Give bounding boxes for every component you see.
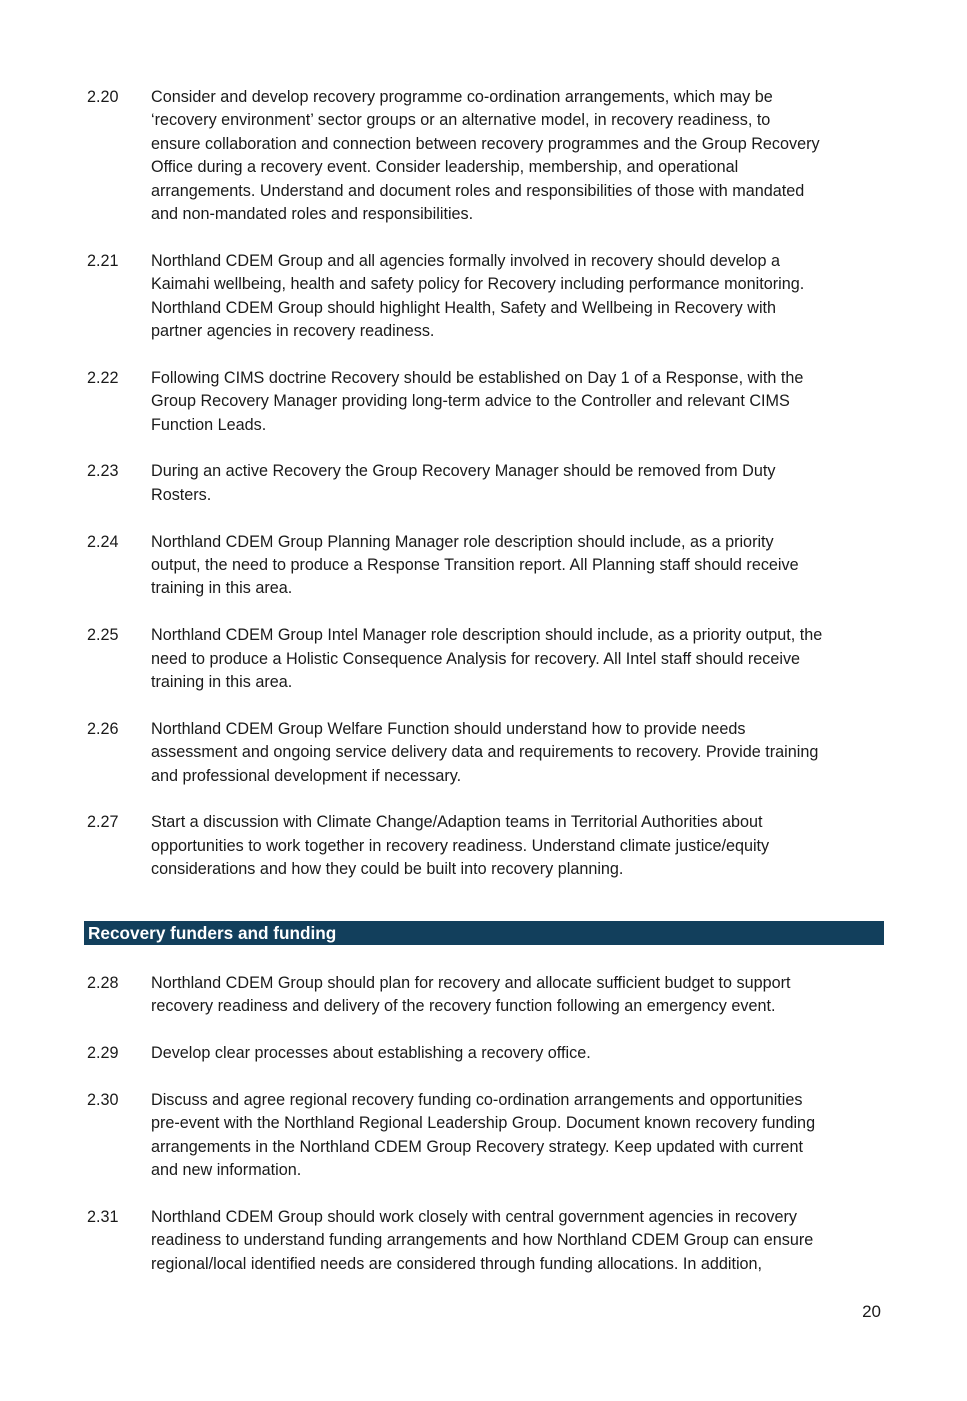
item-number: 2.24 xyxy=(87,532,119,551)
item-text: Start a discussion with Climate Change/Adaption teams in Territorial Authorities about opportunities to work together in recovery readiness. Understand climate justice/equity considerations and how they could be built into recovery planning. xyxy=(151,813,770,879)
item-number: 2.23 xyxy=(87,462,119,481)
item-number: 2.20 xyxy=(87,88,119,106)
recommendation-item xyxy=(87,250,887,344)
item-text: Northland CDEM Group and all agencies formally involved in recovery should develop a Kaimahi wellbeing, health and safety policy for Recovery including performance monitoring. Northland CDEM Group should highlight Health, Safety and Wellbeing in Recovery with partner agencies in recovery readiness. xyxy=(151,251,805,341)
item-number: 2.25 xyxy=(87,626,119,645)
item-text: Northland CDEM Group Intel Manager role description should include, as a priority output, the need to produce a Holistic Consequence Analysis for recovery. All Intel staff should receive training in this area. xyxy=(151,626,823,692)
item-text: Northland CDEM Group should work closely with central government agencies in recovery readiness to understand funding arrangements and how Northland CDEM Group can ensure regional/local identified needs are considered through funding allocations. In addition, xyxy=(151,1208,814,1273)
item-text: Following CIMS doctrine Recovery should be established on Day 1 of a Response, with the Group Recovery Manager providing long-term advice to the Controller and relevant CIMS Function Leads. xyxy=(151,368,804,434)
item-text: Northland CDEM Group Planning Manager role description should include, as a priority output, the need to produce a Response Transition report. All Planning staff should receive training in this area. xyxy=(151,532,799,598)
recommendations-list-after xyxy=(87,972,887,1300)
item-text: Northland CDEM Group Welfare Function should understand how to provide needs assessment and ongoing service delivery data and requirements to recovery. Provide training and professional development if necessary. xyxy=(151,719,819,785)
item-number: 2.27 xyxy=(87,813,119,832)
recommendation-item xyxy=(87,1206,887,1276)
item-text: Northland CDEM Group should plan for recovery and allocate sufficient budget to support recovery readiness and delivery of the recovery function following an emergency event. xyxy=(151,974,791,1016)
recommendation-item xyxy=(87,718,887,788)
recommendation-item xyxy=(87,460,887,507)
item-text: Develop clear processes about establishing a recovery office. xyxy=(151,1044,591,1063)
item-number: 2.21 xyxy=(87,251,119,270)
recommendation-item xyxy=(87,624,887,694)
item-number: 2.29 xyxy=(87,1044,119,1063)
recommendation-item xyxy=(87,972,887,1019)
item-number: 2.22 xyxy=(87,368,119,387)
item-text: Discuss and agree regional recovery funding co-ordination arrangements and opportunities pre-event with the Northland Regional Leadership Group. Document known recovery funding arrangements in the Northland CDEM Group Recovery strategy. Keep updated with current and new information. xyxy=(151,1091,816,1180)
recommendation-item xyxy=(87,531,887,601)
recommendation-item xyxy=(87,1042,887,1065)
item-text: Consider and develop recovery programme co-ordination arrangements, which may be ‘recovery environment’ sector groups or an alternative model, in recovery readiness, to ensure collaboration and connection between recovery programmes and the Group Recovery Office during a recovery event. Consider leadership, membership, and operational arrangements. Understand and document roles and responsibilities of those with mandated and non-mandated roles and responsibilities. xyxy=(151,88,820,224)
recommendation-item xyxy=(87,1089,887,1183)
item-number: 2.28 xyxy=(87,974,119,992)
item-number: 2.30 xyxy=(87,1091,119,1109)
item-number: 2.31 xyxy=(87,1208,119,1227)
recommendation-item xyxy=(87,367,887,437)
recommendation-item xyxy=(87,86,887,226)
item-number: 2.26 xyxy=(87,719,119,738)
page-number: 20 xyxy=(862,1302,881,1321)
recommendations-list-before xyxy=(87,86,887,905)
section-heading-recovery-funders: Recovery funders and funding xyxy=(84,921,884,945)
item-text: During an active Recovery the Group Recovery Manager should be removed from Duty Rosters. xyxy=(151,462,776,504)
recommendation-item xyxy=(87,811,887,881)
